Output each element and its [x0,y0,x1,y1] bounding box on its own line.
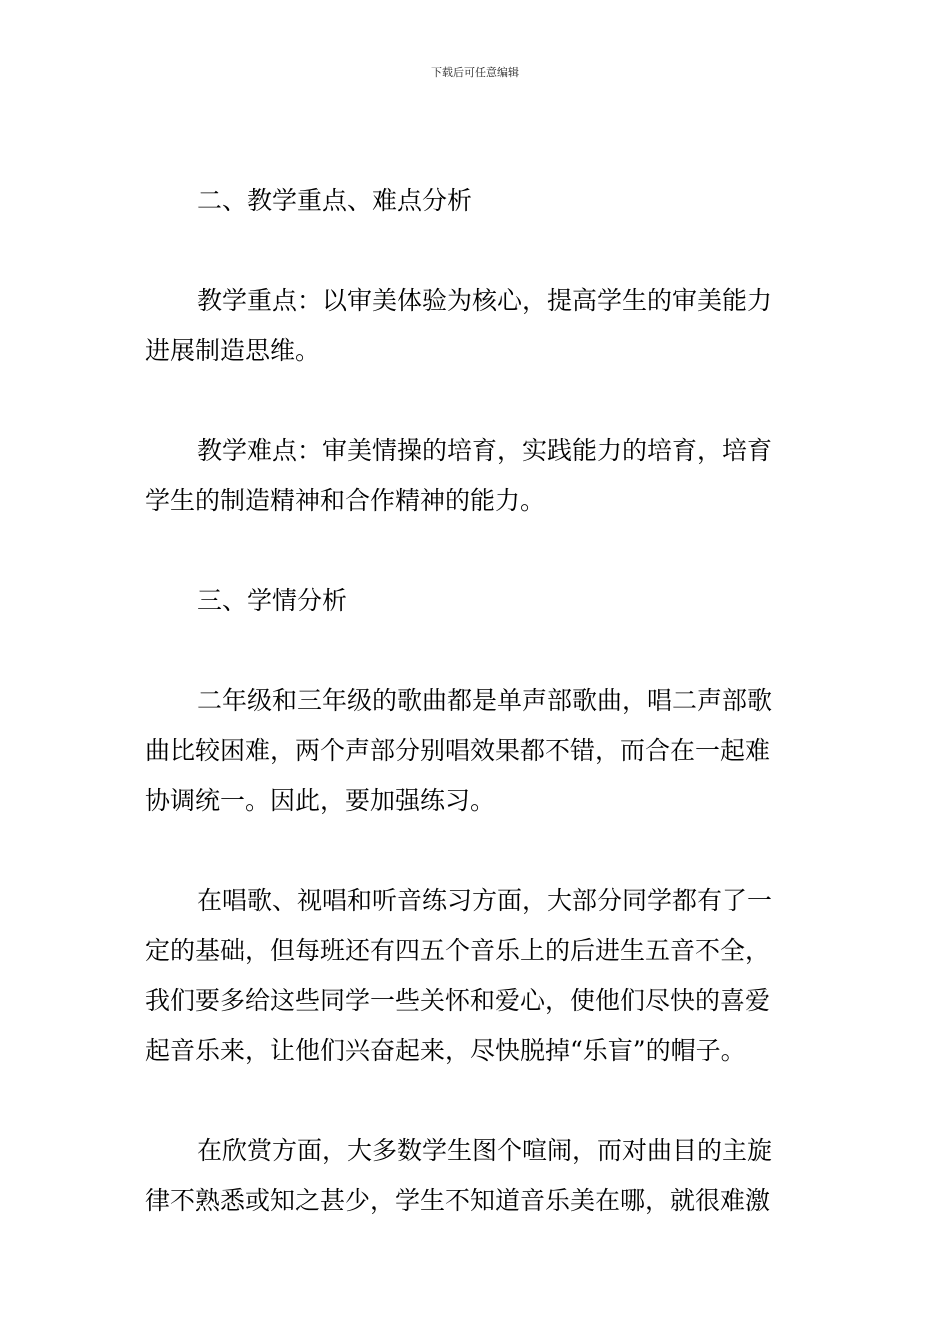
paragraph-line: 教学难点：审美情操的培育，实践能力的培育，培育 [197,436,773,465]
paragraph-spacer [145,826,807,876]
paragraph-line: 在唱歌、视唱和听音练习方面，大部分同学都有了一 [197,886,773,915]
paragraph-spacer [145,626,807,676]
paragraph-line: 学生的制造精神和合作精神的能力。 [145,486,546,515]
paragraph-teaching-key-points [145,276,807,376]
paragraph-line: 起音乐来，让他们兴奋起来，尽快脱掉“乐盲”的帽子。 [145,1036,746,1065]
paragraph-spacer [145,226,807,276]
paragraph-spacer [145,526,807,576]
document-body [145,176,807,1226]
paragraph-part-singing [145,676,807,826]
paragraph-line: 曲比较困难，两个声部分别唱效果都不错，而合在一起难 [145,736,771,765]
paragraph-line: 协调统一。因此，要加强练习。 [145,786,496,815]
paragraph-line: 二年级和三年级的歌曲都是单声部歌曲，唱二声部歌 [197,686,773,715]
paragraph-line: 进展制造思维。 [145,336,321,365]
header-note: 下载后可任意编辑 [431,66,519,79]
paragraph-singing-basics [145,876,807,1076]
paragraph-appreciation [145,1126,807,1226]
paragraph-teaching-difficulties [145,426,807,526]
paragraph-line: 定的基础，但每班还有四五个音乐上的后进生五音不全， [145,936,771,965]
section-heading-learning-analysis: 三、学情分析 [197,586,348,615]
paragraph-spacer [145,1076,807,1126]
paragraph-line: 我们要多给这些同学一些关怀和爱心，使他们尽快的喜爱 [145,986,771,1015]
section-heading-key-difficult-points: 二、教学重点、难点分析 [197,186,473,215]
paragraph-line: 教学重点：以审美体验为核心，提高学生的审美能力 [197,286,773,315]
paragraph-line: 在欣赏方面，大多数学生图个喧闹，而对曲目的主旋 [197,1136,773,1165]
paragraph-line: 律不熟悉或知之甚少，学生不知道音乐美在哪，就很难激 [145,1186,771,1215]
paragraph-spacer [145,376,807,426]
